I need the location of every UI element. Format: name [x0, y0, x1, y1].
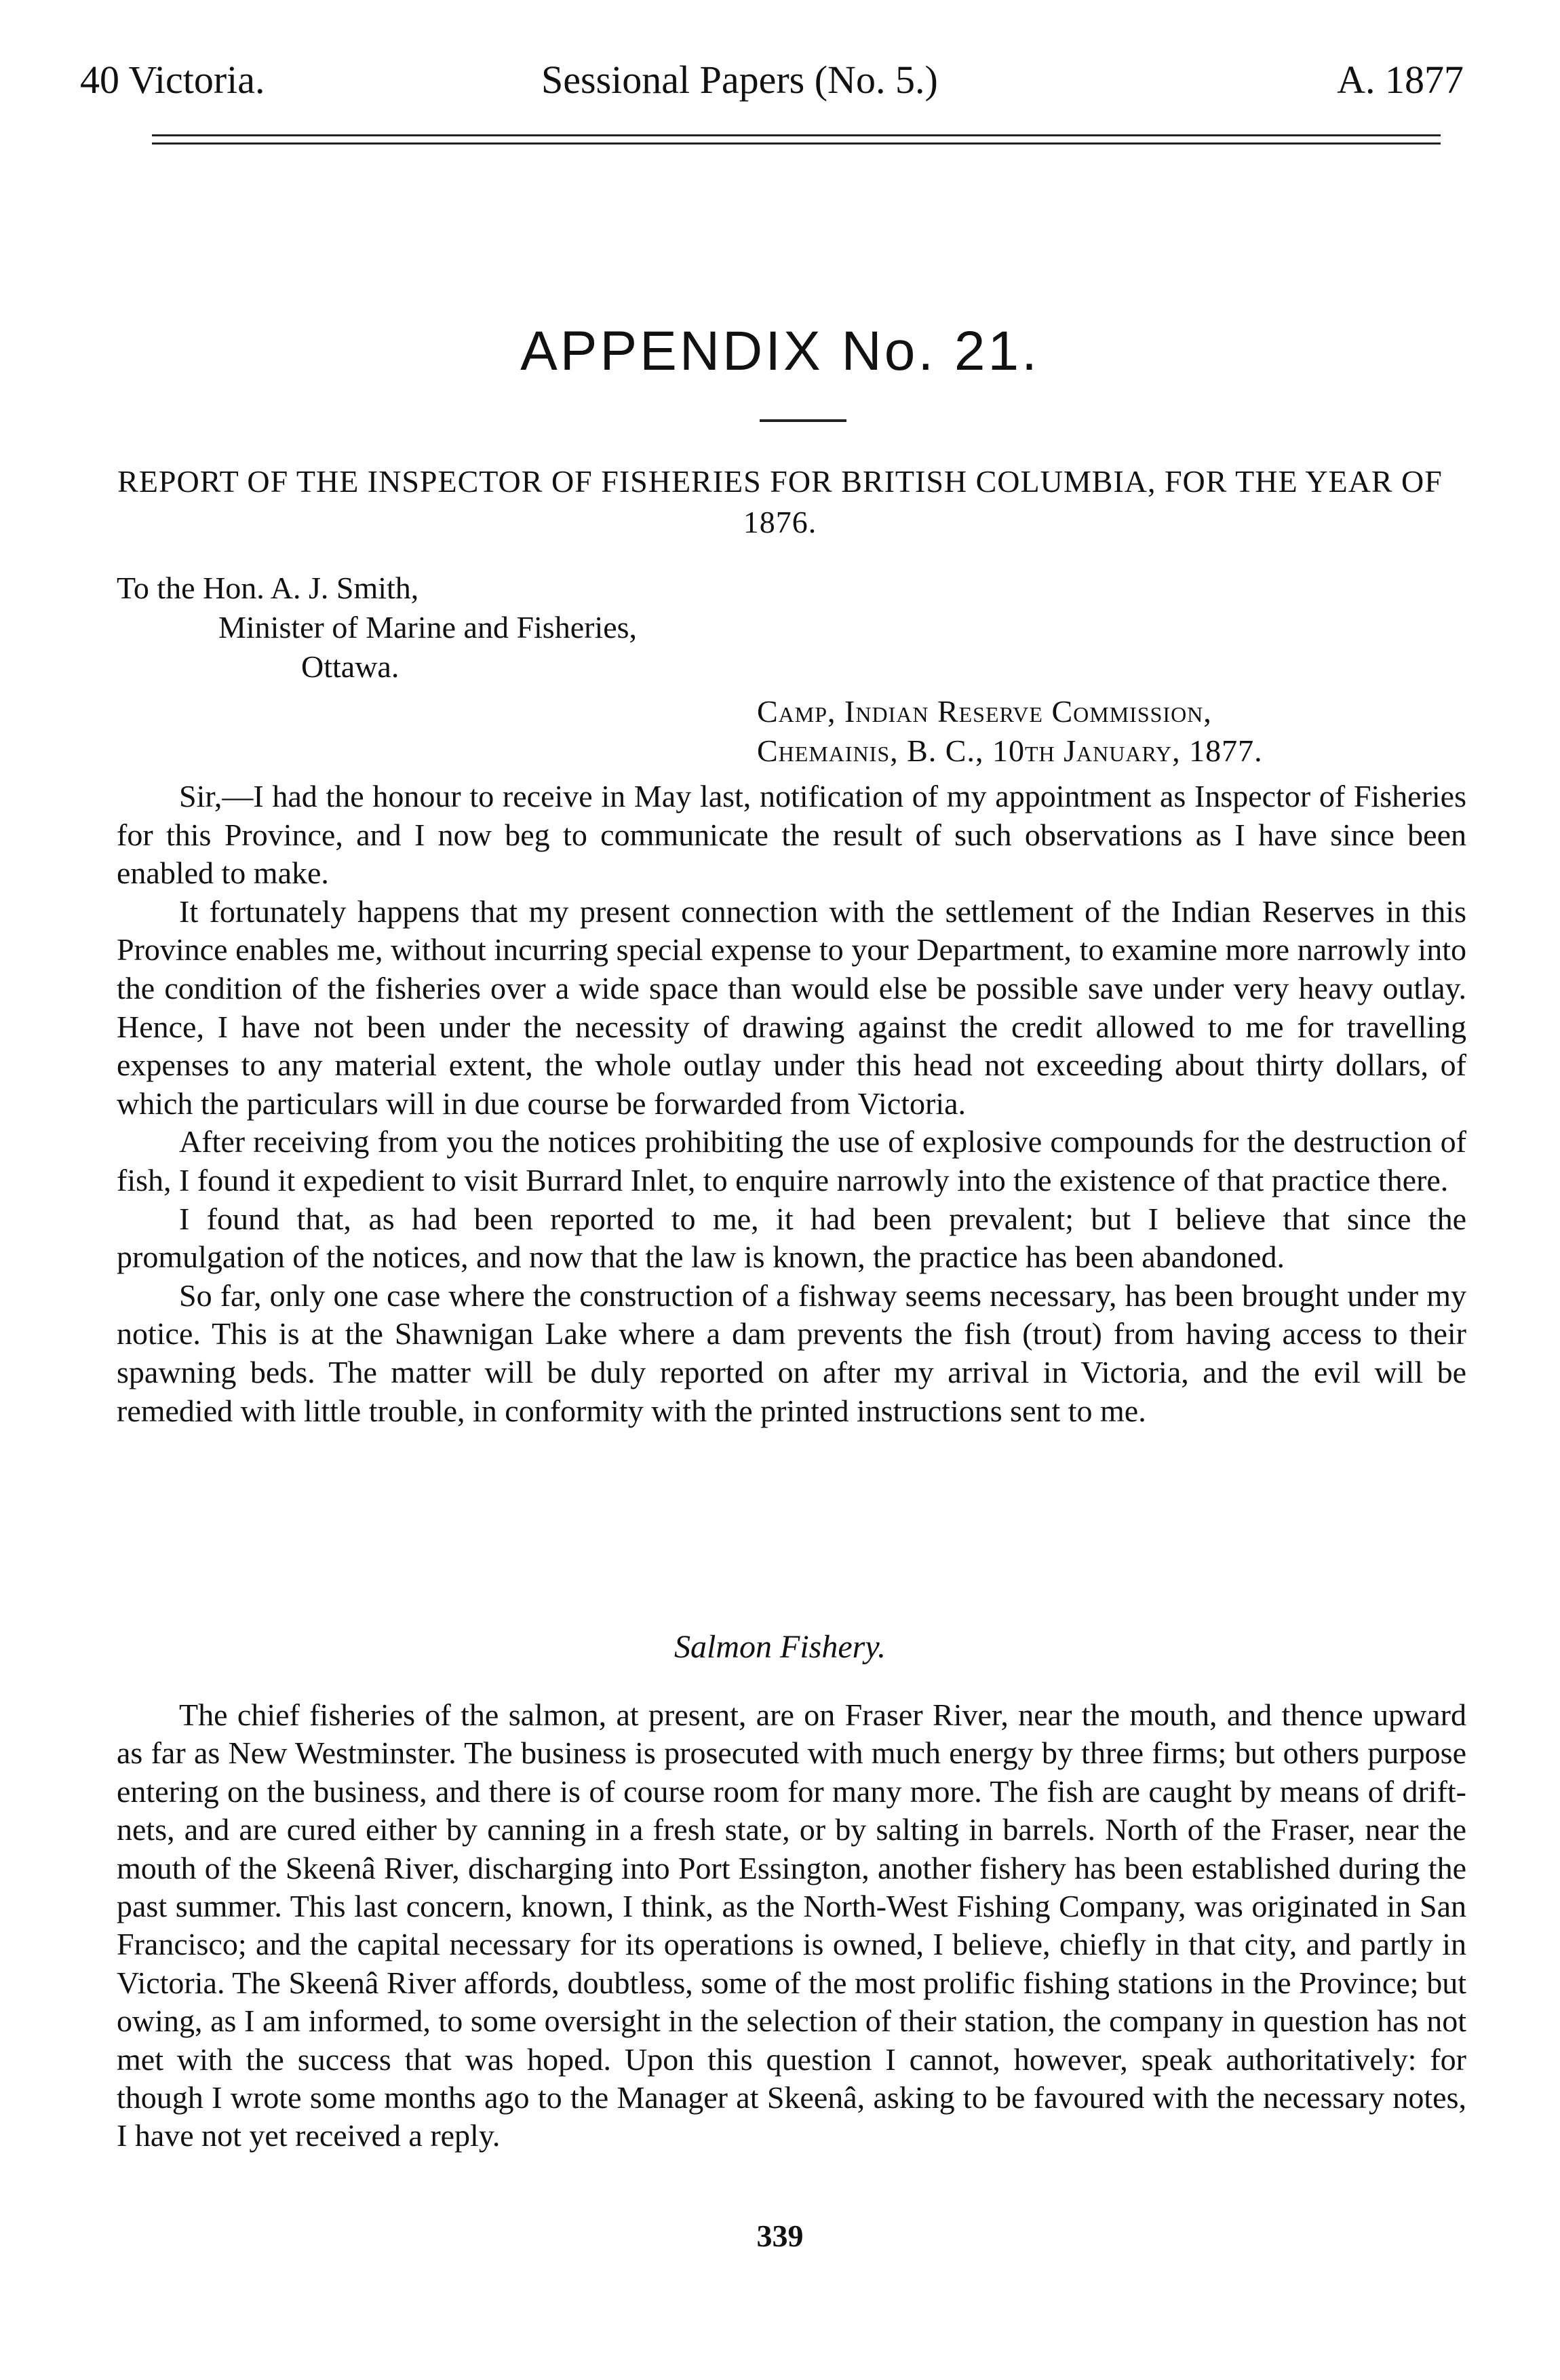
addressee-office: Minister of Marine and Fisheries,	[218, 610, 638, 645]
paragraph-salmon-fishery: The chief fisheries of the salmon, at present, are on Fraser River, near the mouth, and thence upward as far as New Westminster. The business is prosecuted with much energy by three firms; but others purpose entering on the business, and there is of course room for many more. The fish are caught by means of drift-nets, and are cured either by canning in a fresh state, or by salting in barrels. North of the Fraser, near the mouth of the Skeenâ River, discharging into Port Essington, another fishery has been established during the past summer. This last concern, known, I think, as the North-West Fishing Company, was originated in San Francisco; and the capital necessary for its operations is owned, I believe, chiefly in that city, and partly in Victoria. The Skeenâ River affords, doubtless, some of the most prolific fishing stations in the Province; but owing, as I am informed, to some oversight in the selection of their station, the company in question has not met with the success that was hoped. Upon this question I cannot, however, speak authoritatively: for though I wrote some months ago to the Manager at Skeenâ, asking to be favoured with the necessary notes, I have not yet received a reply.	[117, 1697, 1466, 2153]
letter-body	[117, 778, 1466, 1430]
header-double-rule	[152, 134, 1441, 145]
dateline-camp: Camp, Indian Reserve Commission,	[757, 694, 1212, 729]
report-title: REPORT OF THE INSPECTOR OF FISHERIES FOR BRITISH COLUMBIA, FOR THE YEAR OF 1876.	[117, 464, 1443, 539]
salmon-section-body	[117, 1696, 1466, 2155]
running-head	[80, 53, 1464, 107]
section-heading: Salmon Fishery.	[674, 1629, 886, 1665]
paragraph-practice-abandoned: I found that, as had been reported to me, it had been prevalent; but I believe that since the promulgation of the notices, and now that the law is known, the practice has been abandoned.	[117, 1201, 1466, 1275]
addressee-city: Ottawa.	[301, 649, 399, 684]
running-head-year: A. 1877	[1337, 58, 1464, 102]
addressee-block	[117, 569, 637, 687]
paragraph-indian-reserves: It fortunately happens that my present connection with the settlement of the Indian Reserves in this Province enables me, without incurring special expense to your Department, to examine more narrowly into the condition of the fisheries over a wide space than would else be possible save under very heavy outlay. Hence, I have not been under the necessity of drawing against the credit allowed to me for travelling expenses to any material extent, the whole outlay under this head not exceeding about thirty dollars, of which the particulars will in due course be forwarded from Victoria.	[117, 894, 1466, 1121]
running-head-series: Sessional Papers (No. 5.)	[541, 58, 938, 102]
dateline-block	[757, 692, 1263, 771]
appendix-title: APPENDIX No. 21.	[520, 320, 1040, 382]
running-head-volume: 40 Victoria.	[80, 58, 265, 102]
page-number: 339	[756, 2219, 804, 2253]
dateline-place-date: Chemainis, B. C., 10th January, 1877.	[757, 733, 1263, 768]
addressee-name: To the Hon. A. J. Smith,	[117, 571, 419, 605]
title-rule	[760, 419, 846, 422]
paragraph-fishway: So far, only one case where the construction of a fishway seems necessary, has been brought under my notice. This is at the Shawnigan Lake where a dam prevents the fish (trout) from having access to their spawning beds. The matter will be duly reported on after my arrival in Victoria, and the evil will be remedied with little trouble, in conformity with the printed instructions sent to me.	[117, 1278, 1466, 1428]
paragraph-explosives: After receiving from you the notices prohibiting the use of explosive compounds for the destruction of fish, I found it expedient to visit Burrard Inlet, to enquire narrowly into the existence of that practice there.	[117, 1124, 1466, 1197]
paragraph-salutation: Sir,—I had the honour to receive in May last, notification of my appointment as Inspector of Fisheries for this Province, and I now beg to communicate the result of such observations as I have since been enabled to make.	[117, 779, 1466, 891]
